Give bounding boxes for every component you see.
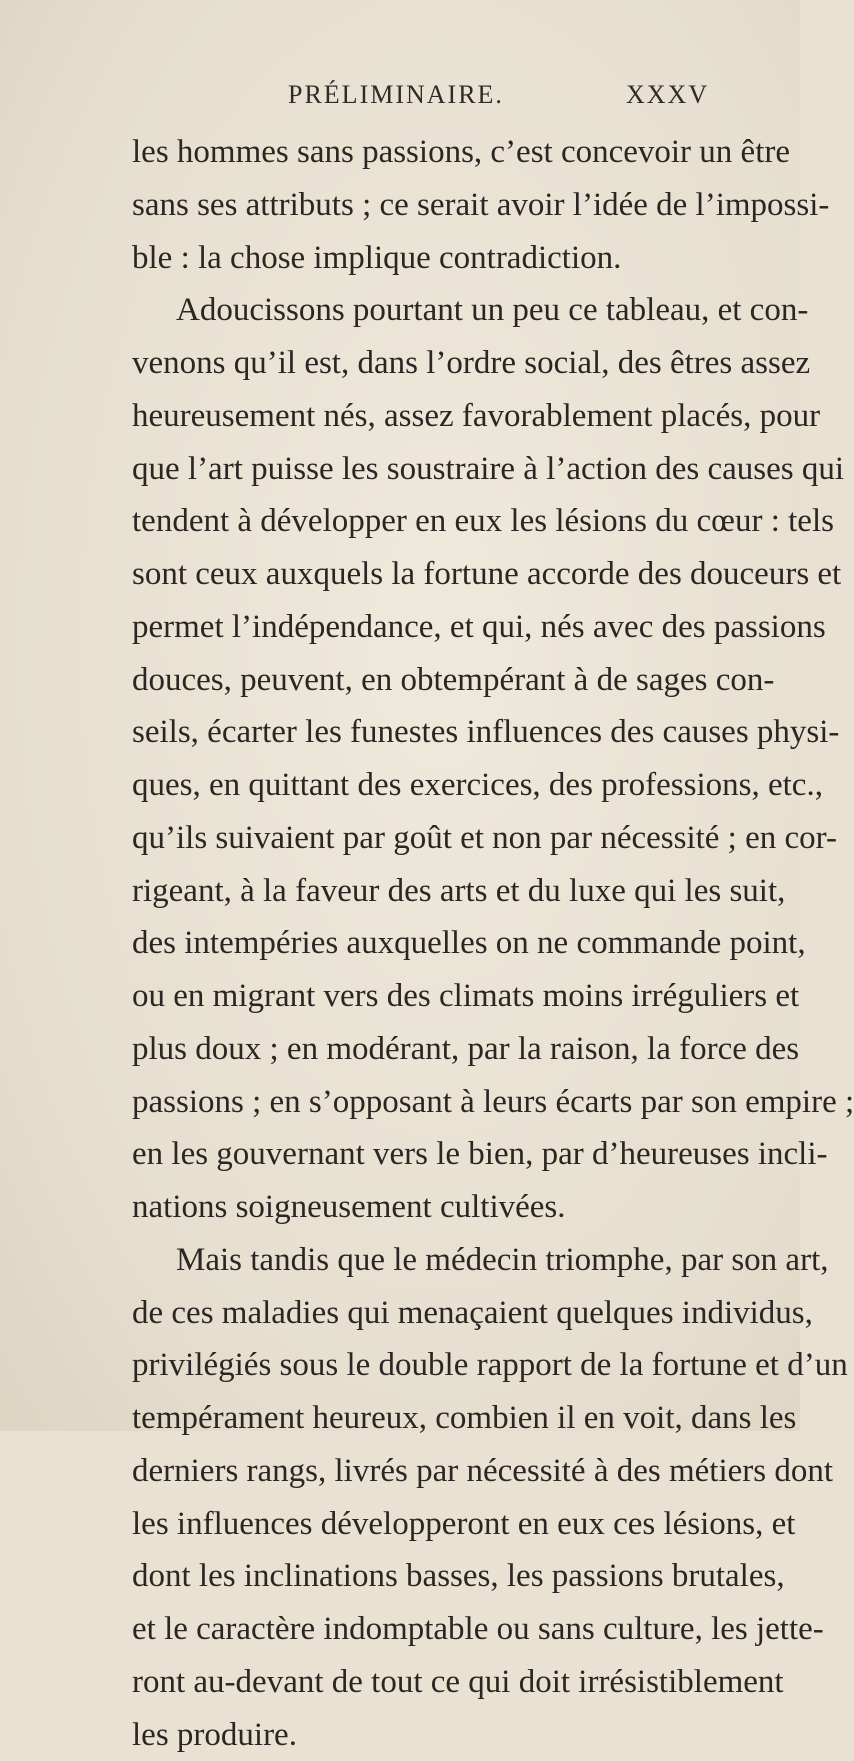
text-line: dont les inclinations basses, les passions brutales, bbox=[132, 1550, 712, 1603]
text-line: venons qu’il est, dans l’ordre social, des êtres assez bbox=[132, 337, 712, 390]
text-line: qu’ils suivaient par goût et non par nécessité ; en cor- bbox=[132, 812, 712, 865]
text-line: les hommes sans passions, c’est concevoir un être bbox=[132, 126, 712, 179]
text-line: heureusement nés, assez favorablement placés, pour bbox=[132, 390, 712, 443]
text-line: sont ceux auxquels la fortune accorde des douceurs et bbox=[132, 548, 712, 601]
text-line: les influences développeront en eux ces lésions, et bbox=[132, 1498, 712, 1551]
text-line: en les gouvernant vers le bien, par d’heureuses incli- bbox=[132, 1128, 712, 1181]
text-line: ques, en quittant des exercices, des professions, etc., bbox=[132, 759, 712, 812]
paragraph-start-line: Mais tandis que le médecin triomphe, par son art, bbox=[132, 1234, 712, 1287]
body-text bbox=[132, 126, 712, 1761]
text-line: derniers rangs, livrés par nécessité à des métiers dont bbox=[132, 1445, 712, 1498]
text-line: privilégiés sous le double rapport de la fortune et d’un bbox=[132, 1339, 712, 1392]
text-line: ble : la chose implique contradiction. bbox=[132, 232, 712, 285]
text-line: tendent à développer en eux les lésions du cœur : tels bbox=[132, 495, 712, 548]
text-line: ou en migrant vers des climats moins irréguliers et bbox=[132, 970, 712, 1023]
running-head bbox=[0, 80, 800, 120]
running-title: PRÉLIMINAIRE. bbox=[288, 80, 504, 110]
text-line: passions ; en s’opposant à leurs écarts par son empire ; bbox=[132, 1076, 712, 1129]
paragraph-start-line: Adoucissons pourtant un peu ce tableau, et con- bbox=[132, 284, 712, 337]
text-line: les produire. bbox=[132, 1709, 712, 1761]
text-line: plus doux ; en modérant, par la raison, la force des bbox=[132, 1023, 712, 1076]
page-number: XXXV bbox=[626, 80, 709, 110]
text-line: de ces maladies qui menaçaient quelques individus, bbox=[132, 1287, 712, 1340]
text-line: tempérament heureux, combien il en voit, dans les bbox=[132, 1392, 712, 1445]
text-line: rigeant, à la faveur des arts et du luxe qui les suit, bbox=[132, 865, 712, 918]
text-line: ront au-devant de tout ce qui doit irrésistiblement bbox=[132, 1656, 712, 1709]
text-line: des intempéries auxquelles on ne commande point, bbox=[132, 917, 712, 970]
text-line: permet l’indépendance, et qui, nés avec des passions bbox=[132, 601, 712, 654]
text-line: nations soigneusement cultivées. bbox=[132, 1181, 712, 1234]
text-line: seils, écarter les funestes influences des causes physi- bbox=[132, 706, 712, 759]
text-line: que l’art puisse les soustraire à l’action des causes qui bbox=[132, 443, 712, 496]
text-line: douces, peuvent, en obtempérant à de sages con- bbox=[132, 654, 712, 707]
text-line: sans ses attributs ; ce serait avoir l’idée de l’impossi- bbox=[132, 179, 712, 232]
text-line: et le caractère indomptable ou sans culture, les jette- bbox=[132, 1603, 712, 1656]
